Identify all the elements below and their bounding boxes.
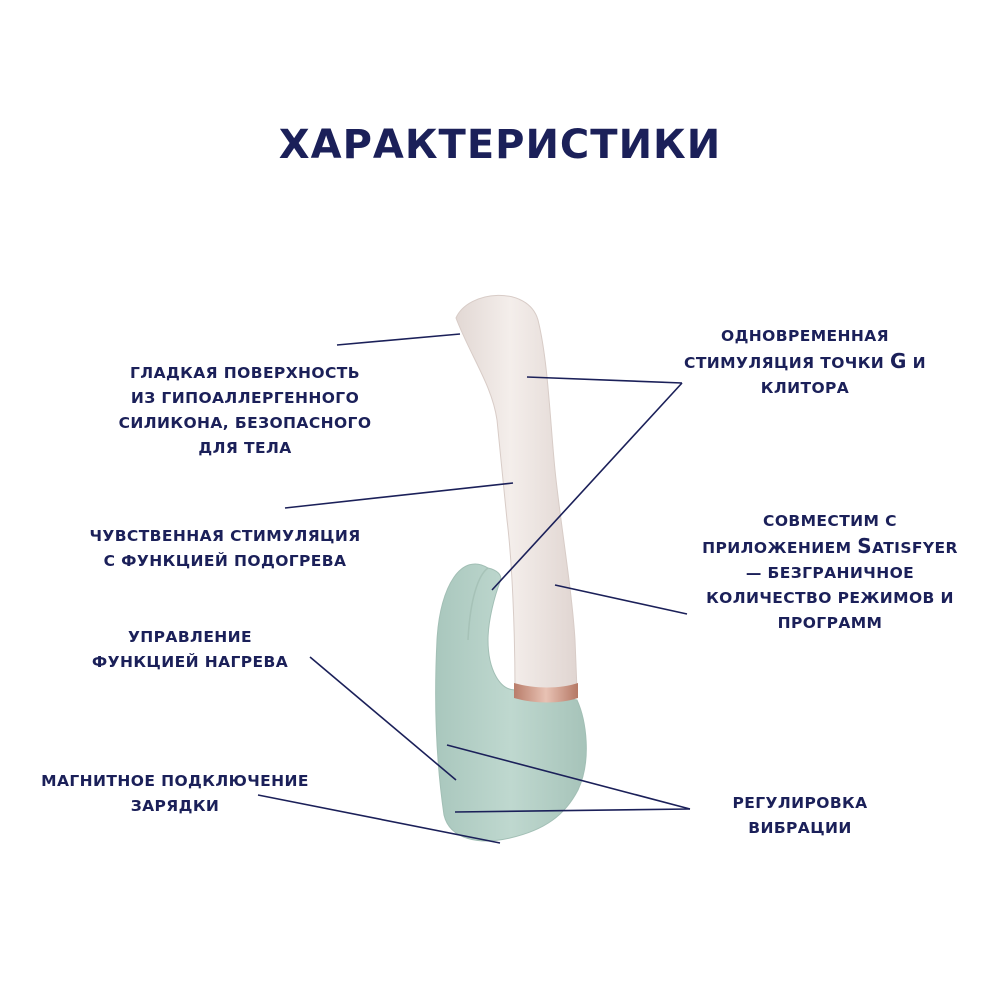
- label-line: ЧУВСТВЕННАЯ СТИМУЛЯЦИЯ: [89, 527, 361, 545]
- page-title: ХАРАКТЕРИСТИКИ: [278, 122, 722, 168]
- label-line: ИЗ ГИПОАЛЛЕРГЕННОГО: [130, 389, 360, 407]
- label-line: С ФУНКЦИЕЙ ПОДОГРЕВА: [103, 552, 347, 570]
- label-line: ФУНКЦИЕЙ НАГРЕВА: [91, 653, 289, 671]
- label-heat-control: [50, 625, 330, 675]
- label-vibration-control: [700, 791, 900, 841]
- label-text: ATISFYER: [872, 539, 958, 557]
- leader-surface: [337, 334, 460, 345]
- leader-heat-control: [310, 657, 456, 780]
- label-simultaneous-stimulation: [660, 324, 950, 401]
- label-big-letter: G: [889, 349, 907, 373]
- label-big-letter: S: [857, 534, 873, 558]
- label-line: ГЛАДКАЯ ПОВЕРХНОСТЬ: [130, 364, 360, 382]
- leader-heat-stim: [285, 483, 513, 508]
- label-smooth-surface: [80, 361, 410, 461]
- label-line: СОВМЕСТИМ С: [763, 512, 897, 530]
- label-text: И: [906, 354, 926, 372]
- label-magnetic-charging: [20, 769, 330, 819]
- label-line: КОЛИЧЕСТВО РЕЖИМОВ И: [706, 589, 954, 607]
- label-line: [680, 534, 980, 561]
- label-text: СТИМУЛЯЦИЯ ТОЧКИ: [684, 354, 890, 372]
- label-line: [660, 349, 950, 376]
- label-line: СИЛИКОНА, БЕЗОПАСНОГО: [118, 414, 372, 432]
- label-line: ДЛЯ ТЕЛА: [198, 439, 292, 457]
- label-text: ПРИЛОЖЕНИЕМ: [702, 539, 858, 557]
- leader-app: [555, 585, 687, 614]
- label-line: МАГНИТНОЕ ПОДКЛЮЧЕНИЕ: [41, 772, 309, 790]
- leader-simultaneous-a: [527, 377, 682, 383]
- label-line: РЕГУЛИРОВКА: [732, 794, 868, 812]
- label-line: ВИБРАЦИИ: [748, 819, 852, 837]
- label-line: ЗАРЯДКИ: [130, 797, 220, 815]
- label-line: ОДНОВРЕМЕННАЯ: [721, 327, 889, 345]
- label-app-compatible: [680, 509, 980, 636]
- label-line: — БЕЗГРАНИЧНОЕ: [745, 564, 915, 582]
- label-line: ПРОГРАММ: [777, 614, 883, 632]
- label-line: УПРАВЛЕНИЕ: [127, 628, 253, 646]
- label-line: КЛИТОРА: [760, 379, 850, 397]
- label-heat-stimulation: [60, 524, 390, 574]
